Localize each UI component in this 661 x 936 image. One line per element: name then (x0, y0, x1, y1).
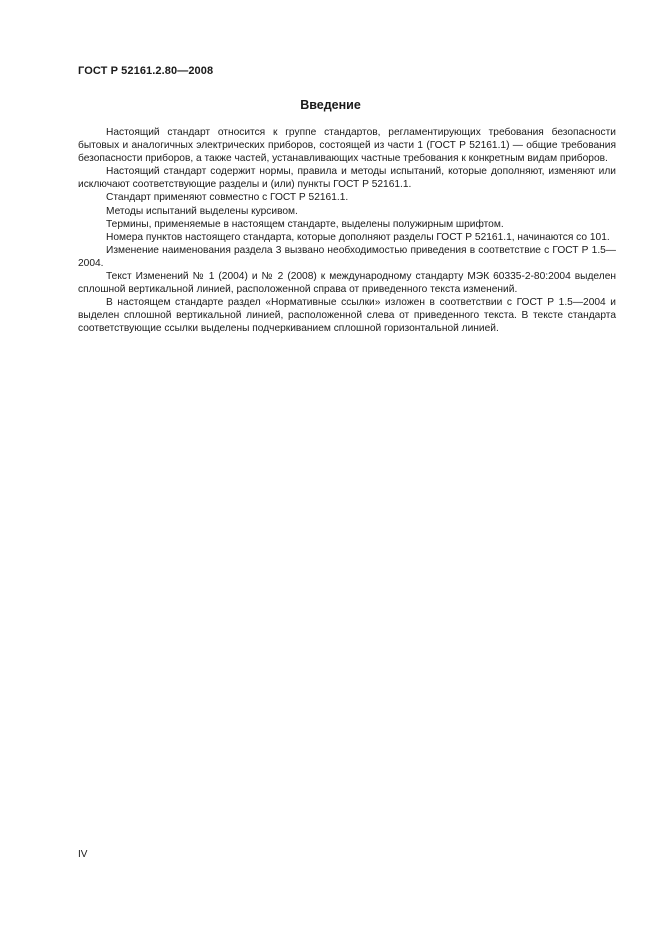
document-code: ГОСТ Р 52161.2.80—2008 (78, 65, 214, 77)
paragraph-amendments: Текст Изменений № 1 (2004) и № 2 (2008) к международному стандарту МЭК 60335-2-80:2004 выделен сплошной вертикальной линией, расположенной справа от приведенного текста изменений. (78, 271, 616, 296)
section-title: Введение (300, 98, 361, 112)
paragraph-section-rename: Изменение наименования раздела 3 вызвано необходимостью приведения в соответствие с ГОСТ Р 1.5—2004. (78, 244, 616, 269)
paragraph-content: Настоящий стандарт содержит нормы, правила и методы испытаний, которые дополняют, изменяют или исключают соответствующие разделы и (или) пункты ГОСТ Р 52161.1. (78, 166, 616, 191)
page-number: IV (78, 849, 88, 860)
paragraph-normative-refs: В настоящем стандарте раздел «Нормативные ссылки» изложен в соответствии с ГОСТ Р 1.5—2004 и выделен сплошной вертикальной линией, расположенной слева от приведенного текста. В тексте стандарта соответствующие ссылки выделены подчеркиванием сплошной горизонтальной линией. (78, 297, 616, 335)
paragraph-scope: Настоящий стандарт относится к группе стандартов, регламентирующих требования безопасности бытовых и аналогичных электрических приборов, состоящей из части 1 (ГОСТ Р 52161.1) — общие требования безопасности приборов, а также частей, устанавливающих частные требования к конкретным видам приборов. (78, 127, 616, 165)
paragraph-numbering: Номера пунктов настоящего стандарта, которые дополняют разделы ГОСТ Р 52161.1, начинаются со 101. (106, 231, 610, 243)
introduction-body (78, 126, 616, 336)
paragraph-test-methods: Методы испытаний выделены курсивом. (106, 205, 298, 217)
paragraph-usage: Стандарт применяют совместно с ГОСТ Р 52161.1. (106, 192, 349, 204)
paragraph-terms: Термины, применяемые в настоящем стандарте, выделены полужирным шрифтом. (106, 218, 504, 230)
